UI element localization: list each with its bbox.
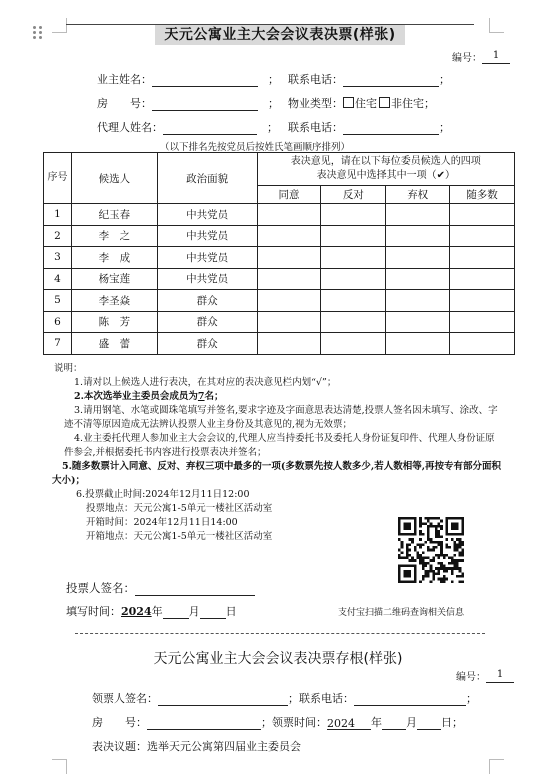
candidate-name: 李 之: [71, 225, 157, 247]
stub-month-field[interactable]: [382, 717, 406, 730]
vote-agree-cell[interactable]: [257, 204, 321, 226]
vote-follow-majority-cell[interactable]: [450, 225, 515, 247]
col-header-oppose: 反对: [321, 186, 386, 204]
candidate-party: 中共党员: [157, 204, 257, 226]
crop-mark: [489, 18, 504, 33]
vote-table: [43, 152, 515, 355]
owner-name-row: [97, 71, 279, 87]
row-number: 5: [44, 290, 72, 312]
fill-month-field[interactable]: [163, 606, 189, 619]
stub-topic: 选举天元公寓第四届业主委员会: [147, 740, 301, 753]
day-unit: 日；: [441, 716, 463, 729]
note-6-vote-place: 投票地点：天元公寓1-5单元一楼社区活动室: [86, 503, 273, 514]
row-number: 7: [44, 333, 72, 355]
vote-oppose-cell[interactable]: [321, 333, 386, 355]
note-5: 5.随多数票计入同意、反对、弃权三项中最多的一项(多数票先按人数多少,若人数相等,再按专有部分面积大小)；: [52, 461, 502, 486]
owner-phone-row: [288, 71, 450, 87]
proxy-name-label: 代理人姓名：: [97, 121, 163, 134]
candidate-party: 群众: [157, 333, 257, 355]
non-residential-checkbox[interactable]: [379, 97, 390, 108]
vote-abstain-cell[interactable]: [386, 333, 450, 355]
note-4: 4.业主委托代理人参加业主大会会议的,代理人应当持委托书及委托人身份证复印件、代理人身份证原件参会,并根据委托书内容进行投票表决并签名；: [64, 433, 495, 458]
property-type-row: [288, 95, 435, 111]
vote-follow-majority-cell[interactable]: [450, 204, 515, 226]
table-row: [44, 311, 515, 333]
note-6-open-place: 开箱地点：天元公寓1-5单元一楼社区活动室: [86, 531, 273, 542]
sort-note: （以下排名先按党员后按姓氏笔画顺序排列）: [160, 142, 351, 153]
candidate-name: 陈 芳: [71, 311, 157, 333]
stub-phone-label: 联系电话：: [299, 692, 354, 705]
row-number: 2: [44, 225, 72, 247]
proxy-phone-row: [288, 119, 450, 135]
tear-line: [75, 633, 485, 634]
crop-mark: [52, 759, 67, 774]
col-header-abstain: 弃权: [386, 186, 450, 204]
note-2: 2.本次选举业主委员会成员为7名；: [74, 391, 224, 402]
stub-title: 天元公寓业主大会会议表决票存根(样张): [153, 651, 403, 667]
fill-time-label: 填写时间：: [66, 605, 121, 618]
stub-receiver-label: 领票人签名：: [92, 692, 158, 705]
stub-room-row: [92, 714, 463, 730]
note-6: 6.投票截止时间:2024年12月11日12:00: [76, 489, 250, 500]
candidate-name: 李圣焱: [71, 290, 157, 312]
phone-label: 联系电话：: [288, 73, 343, 86]
separator: ；: [288, 692, 299, 705]
vote-follow-majority-cell[interactable]: [450, 333, 515, 355]
candidate-name: 李 成: [71, 247, 157, 269]
stub-serial-number: [456, 668, 514, 683]
residential-checkbox[interactable]: [343, 97, 354, 108]
separator: ；: [439, 121, 450, 134]
vote-follow-majority-cell[interactable]: [450, 311, 515, 333]
vote-abstain-cell[interactable]: [386, 290, 450, 312]
vote-follow-majority-cell[interactable]: [450, 268, 515, 290]
table-row: [44, 204, 515, 226]
col-header-follow-majority: 随多数: [450, 186, 515, 204]
stub-receive-time-label: 领票时间：: [272, 716, 327, 729]
candidate-name: 杨宝莲: [71, 268, 157, 290]
vote-agree-cell[interactable]: [257, 290, 321, 312]
separator: ；: [268, 97, 279, 110]
vote-oppose-cell[interactable]: [321, 268, 386, 290]
candidate-party: 群众: [157, 290, 257, 312]
phone-label: 联系电话：: [288, 121, 343, 134]
note-3: 3.请用钢笔、水笔或圆珠笔填写并签名,要求字迹及字面意思表达清楚,投票人签名因未填写、涂改、字迹不清等原因造成无法辨认投票人业主身份及其意见的,视为无效票；: [64, 405, 498, 430]
row-number: 4: [44, 268, 72, 290]
vote-agree-cell[interactable]: [257, 247, 321, 269]
vote-abstain-cell[interactable]: [386, 225, 450, 247]
voter-sign-row: [66, 580, 255, 596]
stub-serial-label: 编号：: [456, 672, 486, 683]
proxy-name-row: [97, 119, 278, 135]
table-row: [44, 225, 515, 247]
table-row: [44, 290, 515, 312]
stub-serial-value: 1: [486, 669, 514, 683]
voter-sign-label: 投票人签名：: [66, 581, 135, 595]
owner-name-field[interactable]: [152, 74, 258, 87]
note-1: 1.请对以上候选人进行表决，在其对应的表决意见栏内划“√”；: [74, 377, 337, 388]
candidate-party: 中共党员: [157, 247, 257, 269]
room-field[interactable]: [152, 98, 258, 111]
vote-abstain-cell[interactable]: [386, 247, 450, 269]
vote-oppose-cell[interactable]: [321, 311, 386, 333]
col-header-opinion: [257, 153, 514, 186]
stub-phone-field[interactable]: [354, 693, 466, 706]
proxy-name-field[interactable]: [163, 122, 257, 135]
vote-oppose-cell[interactable]: [321, 247, 386, 269]
stub-year: 2024: [327, 717, 371, 730]
separator: ；: [439, 73, 450, 86]
crop-mark: [489, 759, 504, 774]
non-residential-label: 非住宅；: [391, 97, 435, 110]
vote-oppose-cell[interactable]: [321, 204, 386, 226]
day-unit: 日: [225, 605, 237, 618]
proxy-phone-field[interactable]: [343, 122, 439, 135]
month-unit: 月: [188, 605, 200, 618]
candidate-party: 群众: [157, 311, 257, 333]
ballot-title: 天元公寓业主大会会议表决票(样张): [155, 25, 405, 45]
table-row: [44, 268, 515, 290]
vote-oppose-cell[interactable]: [321, 290, 386, 312]
vote-abstain-cell[interactable]: [386, 311, 450, 333]
row-number: 3: [44, 247, 72, 269]
stub-day-field[interactable]: [417, 717, 441, 730]
serial-label: 编号：: [452, 53, 482, 64]
separator: ；: [267, 121, 278, 134]
serial-value: 1: [482, 50, 510, 64]
stub-receiver-field[interactable]: [158, 693, 288, 706]
separator: ；: [261, 716, 272, 729]
candidate-name: 纪玉春: [71, 204, 157, 226]
property-type-label: 物业类型：: [288, 97, 343, 110]
row-number: 6: [44, 311, 72, 333]
notes-heading: 说明：: [54, 363, 83, 374]
residential-label: 住宅: [355, 97, 377, 110]
col-header-no: 序号: [44, 153, 72, 204]
fill-time-row: [66, 603, 237, 619]
year-unit: 年: [371, 716, 382, 729]
stub-topic-label: 表决议题：: [92, 740, 147, 753]
table-row: [44, 333, 515, 355]
candidate-name: 盛 蕾: [71, 333, 157, 355]
vote-follow-majority-cell[interactable]: [450, 290, 515, 312]
vote-follow-majority-cell[interactable]: [450, 247, 515, 269]
serial-number: [452, 49, 510, 64]
col-header-party: 政治面貌: [157, 153, 257, 204]
separator: ；: [268, 73, 279, 86]
year-unit: 年: [151, 605, 163, 618]
row-number: 1: [44, 204, 72, 226]
vote-agree-cell[interactable]: [257, 268, 321, 290]
stub-room-label: 房 号：: [92, 716, 147, 729]
candidate-party: 中共党员: [157, 225, 257, 247]
phone-field[interactable]: [343, 74, 439, 87]
qr-caption: 支付宝扫描二维码查询相关信息: [338, 608, 465, 618]
vote-abstain-cell[interactable]: [386, 204, 450, 226]
room-row: [97, 95, 279, 111]
note-6-open-time: 开箱时间：2024年12月11日14:00: [86, 517, 238, 528]
drag-handle-icon[interactable]: [33, 26, 43, 40]
qr-code-icon[interactable]: [398, 517, 464, 583]
vote-agree-cell[interactable]: [257, 225, 321, 247]
candidate-party: 中共党员: [157, 268, 257, 290]
opinion-line-2: 表决意见中选择其中一项（✔）: [316, 170, 455, 181]
fill-day-field[interactable]: [200, 606, 226, 619]
room-label: 房 号：: [97, 97, 152, 110]
stub-topic-row: [92, 738, 301, 754]
vote-abstain-cell[interactable]: [386, 268, 450, 290]
opinion-line-1: 表决意见，请在以下每位委员候选人的四项: [290, 156, 481, 167]
vote-oppose-cell[interactable]: [321, 225, 386, 247]
crop-mark: [52, 18, 67, 33]
separator: ；: [466, 692, 477, 705]
fill-year: 2024: [121, 605, 152, 618]
month-unit: 月: [406, 716, 417, 729]
stub-receiver-row: [92, 690, 477, 706]
col-header-agree: 同意: [257, 186, 321, 204]
col-header-candidate: 候选人: [71, 153, 157, 204]
voter-sign-field[interactable]: [135, 583, 255, 596]
owner-name-label: 业主姓名：: [97, 73, 152, 86]
table-row: [44, 247, 515, 269]
vote-agree-cell[interactable]: [257, 333, 321, 355]
vote-agree-cell[interactable]: [257, 311, 321, 333]
stub-room-field[interactable]: [147, 717, 261, 730]
